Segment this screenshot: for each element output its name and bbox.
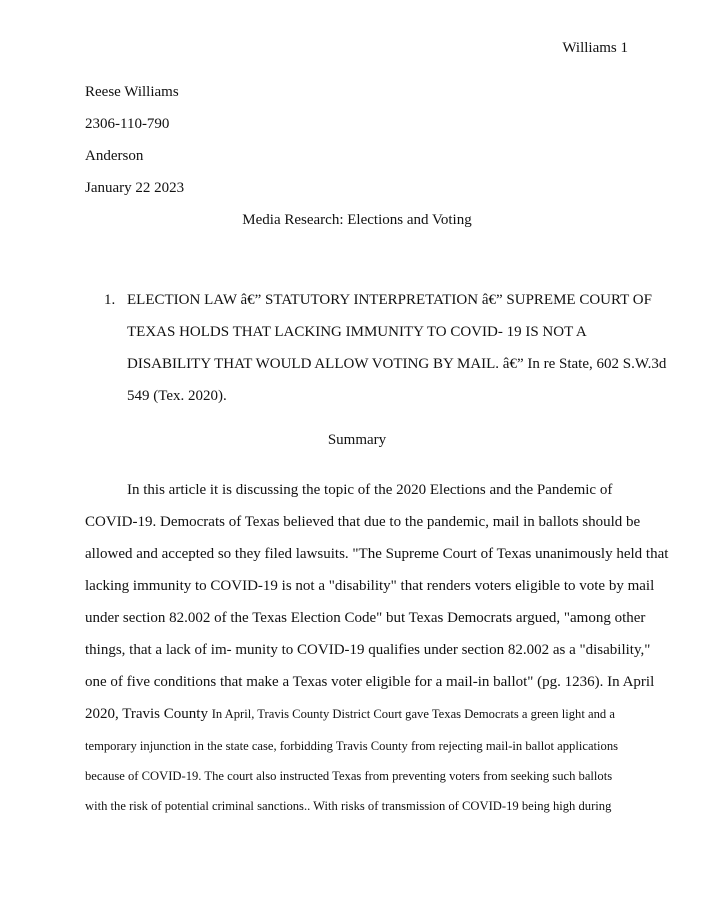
body-line-8-small: In April, Travis County District Court gave Texas Democrats a green light and a [211,707,615,721]
list-item-line-4: 549 (Tex. 2020). [127,388,227,404]
body-line-8 [85,706,615,723]
document-date: January 22 2023 [85,180,185,196]
body-line-7: one of five conditions that make a Texas voter eligible for a mail-in ballot" (pg. 1236). In April [85,674,655,690]
body-small-line-1: temporary injunction in the state case, forbidding Travis County from rejecting mail-in ballot applications [85,739,619,753]
list-item-line-3: DISABILITY THAT WOULD ALLOW VOTING BY MAIL. â€” In re State, 602 S.W.3d [127,356,667,372]
body-line-1: In this article it is discussing the topic of the 2020 Elections and the Pandemic of [127,482,613,498]
list-item-number: 1. [104,292,116,308]
body-small-line-2: because of COVID-19. The court also instructed Texas from preventing voters from seeking such ballots [85,769,613,783]
body-line-6: things, that a lack of im- munity to COVID-19 qualifies under section 82.002 as a "disability," [85,642,651,658]
body-line-2: COVID-19. Democrats of Texas believed that due to the pandemic, mail in ballots should be [85,514,641,530]
summary-heading: Summary [327,432,387,448]
instructor-name: Anderson [85,148,144,164]
body-small-line-3: with the risk of potential criminal sanctions.. With risks of transmission of COVID-19 being high during [85,799,612,813]
body-line-5: under section 82.002 of the Texas Election Code" but Texas Democrats argued, "among other [85,610,646,626]
body-line-4: lacking immunity to COVID-19 is not a "disability" that renders voters eligible to vote by mail [85,578,655,594]
author-name: Reese Williams [85,84,179,100]
body-line-8-large: 2020, Travis County [85,706,212,722]
document-title: Media Research: Elections and Voting [242,212,472,228]
student-id: 2306-110-790 [85,116,170,132]
list-item-line-2: TEXAS HOLDS THAT LACKING IMMUNITY TO COVID- 19 IS NOT A [127,324,587,340]
body-line-3: allowed and accepted so they filed lawsuits. "The Supreme Court of Texas unanimously held that [85,546,669,562]
list-item-line-1: ELECTION LAW â€” STATUTORY INTERPRETATION â€” SUPREME COURT OF [127,292,652,308]
running-head: Williams 1 [562,40,628,56]
